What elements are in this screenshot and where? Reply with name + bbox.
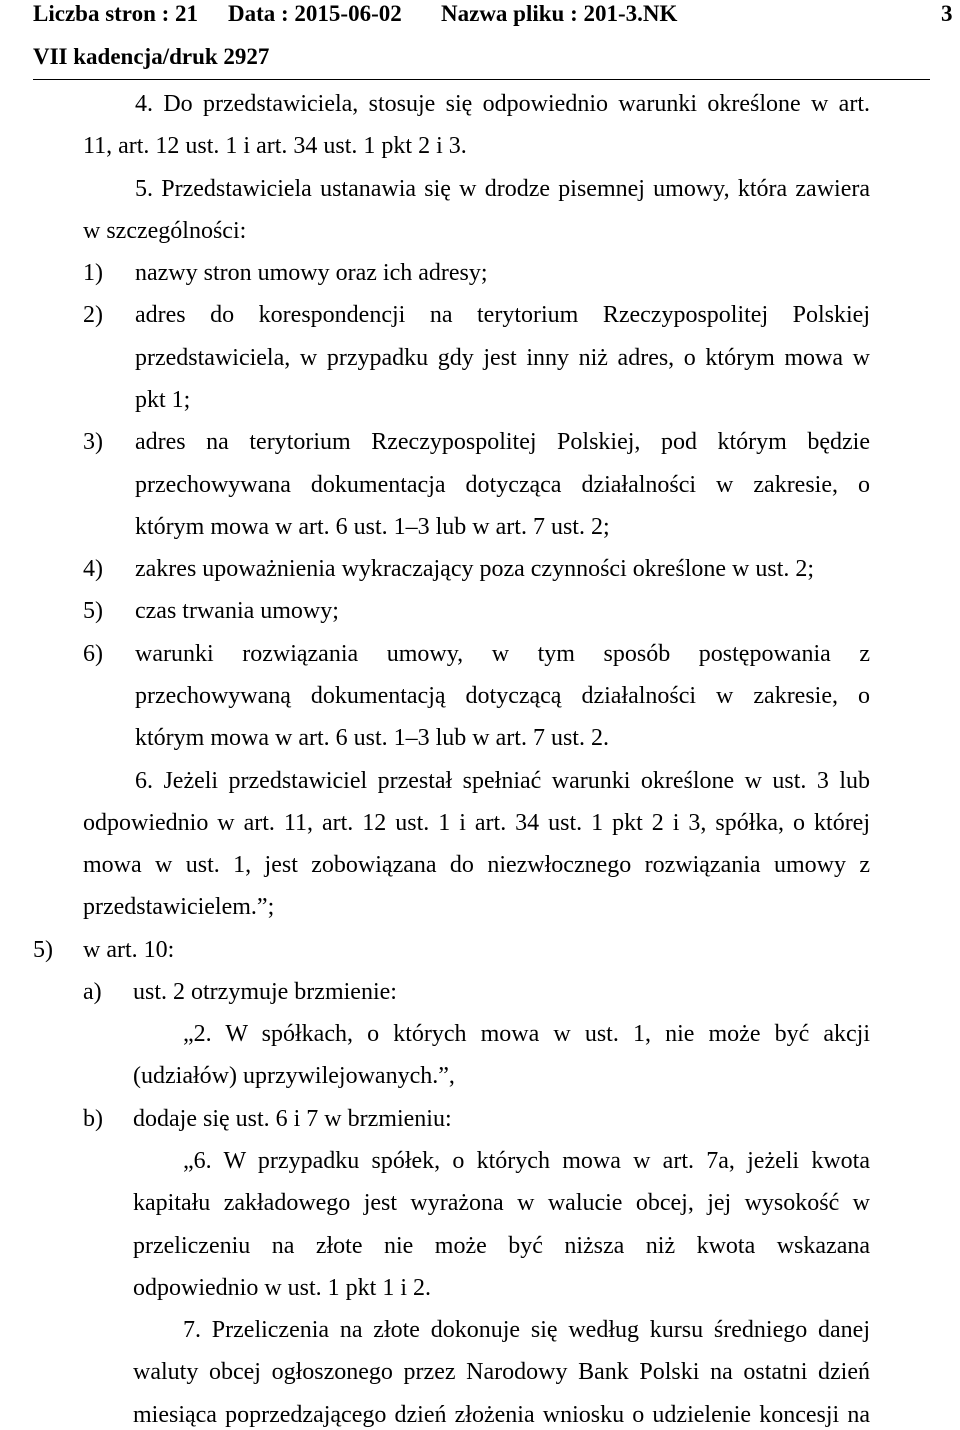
list-item-4	[0, 555, 960, 583]
quoted-paragraph-7-line	[0, 1358, 960, 1386]
paragraph-6-line	[0, 767, 960, 795]
line-text: 5. Przedstawiciela ustanawia się w drodze pisemnej umowy, która zawiera	[135, 175, 870, 202]
list-marker: 3)	[83, 429, 103, 456]
line-text: w art. 10:	[83, 936, 175, 963]
list-marker: 5)	[83, 598, 103, 625]
line-text: przedstawiciela, w przypadku gdy jest inny niż adres, o którym mowa w	[135, 344, 870, 371]
line-text: przedstawicielem.”;	[83, 894, 275, 921]
line-text: 7. Przeliczenia na złote dokonuje się według kursu średniego danej	[183, 1317, 870, 1344]
list-item-6	[0, 640, 960, 668]
paragraph-4-line	[0, 132, 960, 160]
line-text: odpowiednio w art. 11, art. 12 ust. 1 i art. 34 ust. 1 pkt 2 i 3, spółka, o której	[83, 809, 870, 836]
line-text: przechowywaną dokumentacją dotyczącą działalności w zakresie, o	[135, 682, 870, 709]
list-marker: 1)	[83, 260, 103, 287]
paragraph-4-line	[0, 90, 960, 118]
line-text: odpowiednio w ust. 1 pkt 1 i 2.	[133, 1274, 431, 1301]
paragraph-6-line	[0, 893, 960, 921]
list-item-1	[0, 259, 960, 287]
document-body	[0, 90, 960, 1429]
paragraph-6-line	[0, 851, 960, 879]
line-text: 4. Do przedstawiciela, stosuje się odpowiednio warunki określone w art.	[135, 91, 870, 117]
line-text: w szczególności:	[83, 217, 247, 244]
page-number: 3	[941, 1, 953, 26]
line-text: „2. W spółkach, o których mowa w ust. 1, nie może być akcji	[183, 1021, 870, 1048]
list-marker: 6)	[83, 640, 103, 667]
list-item-3-line	[0, 471, 960, 499]
list-item-2	[0, 301, 960, 329]
paragraph-5-line	[0, 217, 960, 245]
list-marker: a)	[83, 978, 102, 1005]
line-text: adres do korespondencji na terytorium Rzeczypospolitej Polskiej	[135, 302, 870, 329]
line-text: pkt 1;	[135, 386, 191, 413]
date-label: Data : 2015-06-02	[228, 1, 402, 26]
list-marker: 2)	[83, 302, 103, 329]
line-text: dodaje się ust. 6 i 7 w brzmieniu:	[133, 1105, 452, 1132]
line-text: zakres upoważnienia wykraczający poza czynności określone w ust. 2;	[135, 556, 815, 583]
quoted-paragraph-7-line	[0, 1401, 960, 1429]
list-marker: 5)	[33, 936, 53, 963]
list-item-6-line	[0, 682, 960, 710]
line-text: adres na terytorium Rzeczypospolitej Polskiej, pod którym będzie	[135, 429, 870, 456]
line-text: kapitału zakładowego jest wyrażona w walucie obcej, jej wysokość w	[133, 1190, 870, 1217]
quoted-paragraph-6-line	[0, 1274, 960, 1302]
line-text: (udziałów) uprzywilejowanych.”,	[133, 1063, 455, 1090]
line-text: czas trwania umowy;	[135, 598, 339, 625]
line-text: przeliczeniu na złote nie może być niższa niż kwota wskazana	[133, 1232, 870, 1259]
line-text: miesiąca poprzedzającego dzień złożenia wniosku o udzielenie koncesji na	[133, 1401, 870, 1428]
list-item-3	[0, 428, 960, 456]
list-marker: 4)	[83, 556, 103, 583]
list-marker: b)	[83, 1105, 103, 1132]
line-text: „6. W przypadku spółek, o których mowa w art. 7a, jeżeli kwota	[183, 1148, 870, 1175]
print-reference: VII kadencja/druk 2927	[33, 44, 270, 69]
quoted-paragraph-2-line	[0, 1062, 960, 1090]
quoted-paragraph-2-line	[0, 1020, 960, 1048]
line-text: mowa w ust. 1, jest zobowiązana do niezwłocznego rozwiązania umowy z	[83, 852, 870, 879]
quoted-paragraph-7-line	[0, 1316, 960, 1344]
line-text: którym mowa w art. 6 ust. 1–3 lub w art. 7 ust. 2.	[135, 725, 609, 752]
line-text: przechowywana dokumentacja dotycząca działalności w zakresie, o	[135, 471, 870, 498]
list-item-b	[0, 1105, 960, 1133]
list-item-2-line	[0, 344, 960, 372]
quoted-paragraph-6-line	[0, 1147, 960, 1175]
header-rule	[33, 79, 930, 80]
line-text: waluty obcej ogłoszonego przez Narodowy Bank Polski na ostatni dzień	[133, 1359, 870, 1386]
list-item-2-line	[0, 386, 960, 414]
line-text: nazwy stron umowy oraz ich adresy;	[135, 260, 488, 287]
list-item-3-line	[0, 513, 960, 541]
file-name-label: Nazwa pliku : 201-3.NK	[441, 1, 678, 26]
line-text: 6. Jeżeli przedstawiciel przestał spełniać warunki określone w ust. 3 lub	[135, 767, 870, 794]
list-item-a	[0, 978, 960, 1006]
quoted-paragraph-6-line	[0, 1189, 960, 1217]
amendment-point-5	[0, 936, 960, 964]
line-text: ust. 2 otrzymuje brzmienie:	[133, 978, 397, 1005]
paragraph-6-line	[0, 809, 960, 837]
list-item-5	[0, 597, 960, 625]
paragraph-5-line	[0, 175, 960, 203]
quoted-paragraph-6-line	[0, 1232, 960, 1260]
line-text: warunki rozwiązania umowy, w tym sposób postępowania z	[135, 640, 870, 667]
line-text: którym mowa w art. 6 ust. 1–3 lub w art. 7 ust. 2;	[135, 513, 610, 540]
list-item-6-line	[0, 724, 960, 752]
page-count-label: Liczba stron : 21	[33, 1, 199, 26]
line-text: 11, art. 12 ust. 1 i art. 34 ust. 1 pkt 2 i 3.	[83, 133, 467, 160]
